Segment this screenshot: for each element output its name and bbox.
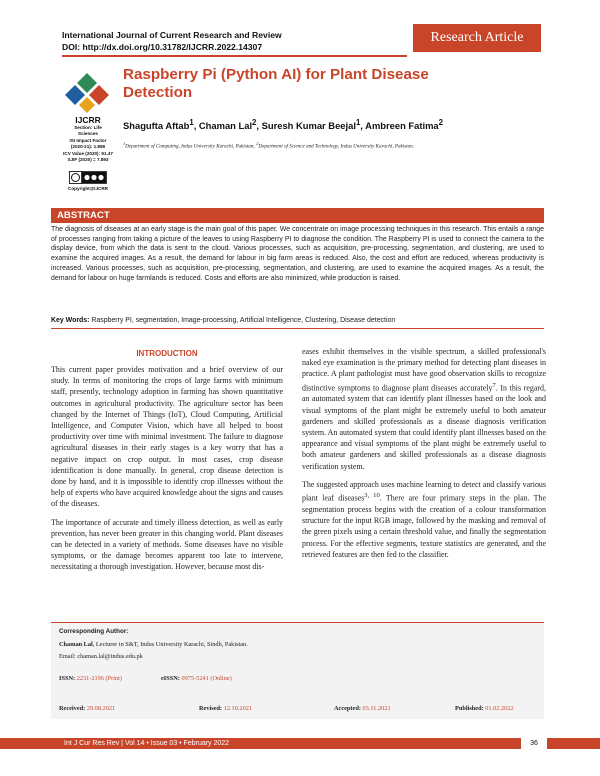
abstract-divider xyxy=(51,328,544,329)
revised-label: Revised: xyxy=(199,705,223,712)
author-affiliation-mark: 1 xyxy=(355,118,361,127)
citation-mark[interactable]: 3, 10 xyxy=(364,492,380,500)
issn-print xyxy=(59,675,122,682)
author-affiliation-mark: 2 xyxy=(438,118,443,127)
received-label: Received: xyxy=(59,705,86,712)
footer-citation: Int J Cur Res Rev | Vol 14 • Issue 03 • February 2022 xyxy=(64,740,230,747)
corresponding-name: Chaman Lal xyxy=(59,641,93,648)
revised-value: 12.10.2021 xyxy=(223,705,253,712)
received-date xyxy=(59,705,115,712)
impact-factor-value: (2020-21): 1.899 xyxy=(70,144,106,150)
corresponding-heading: Corresponding Author: xyxy=(59,628,129,635)
body-paragraph: This current paper provides motivation and a brief overview of our study. In terms of monitoring the crops of large farms with minimum staff, presently, technology adoption in farming has shown quantitative outcomes in agricultural productivity. The agriculture sector has been changed by the Internet of Things (IoT), Cloud Computing, Artificial Intelligence, and Computer Vision, which have all helped to boost productivity over time with minimal investment. The failure to diagnose agricultural diseases in their early stages is a key worry that has a negative impact on crop output. In most cases, crop disease identification is done manually. In general, crop disease detection is done by hand, and it is impossible to identify crop illnesses without the help of experts who have acquired knowledge about the signs and causes of the diseases. xyxy=(51,365,283,509)
published-date xyxy=(455,705,514,712)
issn-value: 2231-2196 (Print) xyxy=(76,675,122,682)
accepted-label: Accepted: xyxy=(334,705,361,712)
page-number: 36 xyxy=(530,740,538,747)
affiliation-2: Department of Science and Technology, Indus University Karachi, Pakistan. xyxy=(258,143,414,150)
header-rule xyxy=(62,55,407,57)
author-affiliation-mark: 1 xyxy=(189,118,194,127)
journal-doi[interactable]: DOI: http://dx.doi.org/10.31782/IJCRR.2022.14307 xyxy=(62,42,263,52)
body-paragraph xyxy=(302,479,546,560)
copyright-label: Copyright@IJCRR xyxy=(68,186,108,191)
corresponding-details xyxy=(59,641,248,648)
accepted-value: 03.11.2021 xyxy=(362,705,391,712)
citation-mark[interactable]: 7 xyxy=(492,381,496,389)
published-label: Published: xyxy=(455,705,484,712)
accepted-date xyxy=(334,705,391,712)
sjif-value: SJIF (2020) = 7.893 xyxy=(67,157,109,163)
body-right-column xyxy=(302,346,546,567)
journal-name: International Journal of Current Research and Review xyxy=(62,30,282,40)
body-paragraph xyxy=(302,346,546,472)
section-value: Sciences xyxy=(78,131,98,137)
corresponding-author-box xyxy=(51,622,544,719)
affiliation-1: Department of Computing, Indus University Karachi, Pakistan; xyxy=(125,143,257,150)
author-name: Suresh Kumar Beejal xyxy=(261,120,356,132)
article-type-badge: Research Article xyxy=(413,24,541,52)
author-name: Ambreen Fatima xyxy=(365,120,439,132)
eissn-label: eISSN: xyxy=(161,675,180,682)
body-paragraph: The importance of accurate and timely illness detection, as well as early prevention, has never been greater in this changing world. Plant diseases can be detected in a variety of methods. Some diseases have no visible symptoms, or the damage becomes apparent too late to intervene, necessitating a thorough investigation. However, because most dis- xyxy=(51,517,283,572)
paragraph-text: . There are four primary steps in the plan. The segmentation process begins with the creation of a colour transformation structure for the input RGB image, followed by the masking and removal of the green pixels using a certain threshold value, and finally the segmentation process. For the effective segments, texture statistics are generated, and the retrieved features are then fed to the classifier. xyxy=(302,493,546,559)
journal-logo-icon xyxy=(63,71,111,115)
keywords-label: Key Words: xyxy=(51,317,90,324)
icv-value: ICV Value (2020): 91.47 xyxy=(63,150,113,156)
article-title: Raspberry Pi (Python AI) for Plant Disease Detection xyxy=(123,66,429,101)
body-left-column xyxy=(51,364,283,580)
section-label: Section: Life xyxy=(74,125,102,130)
keywords-list: Raspberry PI, segmentation, Image-processing, Artificial Intelligence, Clustering, Disease detection xyxy=(91,317,396,324)
abstract-text: The diagnosis of diseases at an early stage is the main goal of this paper. We concentrate on image processing techniques in this research. This entails a range of processes ranging from taking a picture of the leaves to using Raspberry PI to diagnose the condition. The Raspberry PI is used to connect the camera to the display device, from which the data is sent to the cloud. Various processes, such as acquisition, pre-processing, segmentation, and clustering, are used to examine the acquired images. As a result, the demand for labour in big farm areas is reduced. Also, the cost and effort are reduced, whereas productivity is increased. Various processes, such as acquisition, pre-processing, segmentation, and clustering, are used to examine the acquired images. As a result, the demand for labour on huge farmlands is reduced. Costs and efforts are also minimized, while production is raised. xyxy=(51,226,544,282)
received-value: 29.08.2021 xyxy=(86,705,116,712)
author-name: Shagufta Aftab xyxy=(123,120,190,132)
author-affiliation-mark: 2 xyxy=(252,118,257,127)
corresponding-email[interactable]: Email: chaman.lal@indus.edu.pk xyxy=(59,653,143,660)
paragraph-text: . In this regard, an automated system that can identify plant illnesses based on the look and visual symptoms of the plant might be extremely useful to both amateur gardeners and skilled professionals as a disease diagnosis verification system. An automated system that could identify plant illnesses based on the appearance and visual symptoms of the plant might be extremely useful to both amateur gardeners and skilled professionals as a disease diagnosis verification system. xyxy=(302,383,546,471)
corresponding-affiliation: , Lecturer in S&T, Indus University Karachi, Sindh, Pakistan. xyxy=(92,641,248,648)
published-value: 01.02.2022 xyxy=(485,705,514,712)
intro-heading: INTRODUCTION xyxy=(136,349,198,358)
eissn-value: 0975-5241 (Online) xyxy=(181,675,232,682)
revised-date xyxy=(199,705,252,712)
author-name: Chaman Lal xyxy=(198,120,253,132)
abstract-bar xyxy=(51,208,544,223)
journal-metrics xyxy=(56,115,120,163)
journal-brand: IJCRR xyxy=(75,115,101,125)
issn-online xyxy=(161,675,232,682)
keywords xyxy=(51,317,544,324)
affiliations: $^1$Department of Computing, Indus University Karachi, Pakistan; $^2$Department of Science and Technology, Indus University Karachi, Pakistan. xyxy=(123,141,414,150)
paragraph-text: eases exhibit themselves in the visible spectrum, a skilled professional's naked eye examination is the primary method for detecting plant diseases in practice. A plant pathologist must have good observation skills to recognize distinctive symptoms to diagnose plant diseases accurately xyxy=(302,347,546,393)
paragraph-text: The suggested approach uses machine learning to detect and classify various plant leaf diseases xyxy=(302,479,546,503)
creative-commons-icon xyxy=(69,171,107,184)
issn-label: ISSN: xyxy=(59,675,76,682)
impact-factor-label: ISI Impact Factor xyxy=(69,137,107,143)
author-list: Shagufta Aftab$^1$, Chaman Lal$^2$, Suresh Kumar Beejal$^1$, Ambreen Fatima$^2$ xyxy=(123,118,443,132)
abstract-heading: ABSTRACT xyxy=(57,210,110,221)
